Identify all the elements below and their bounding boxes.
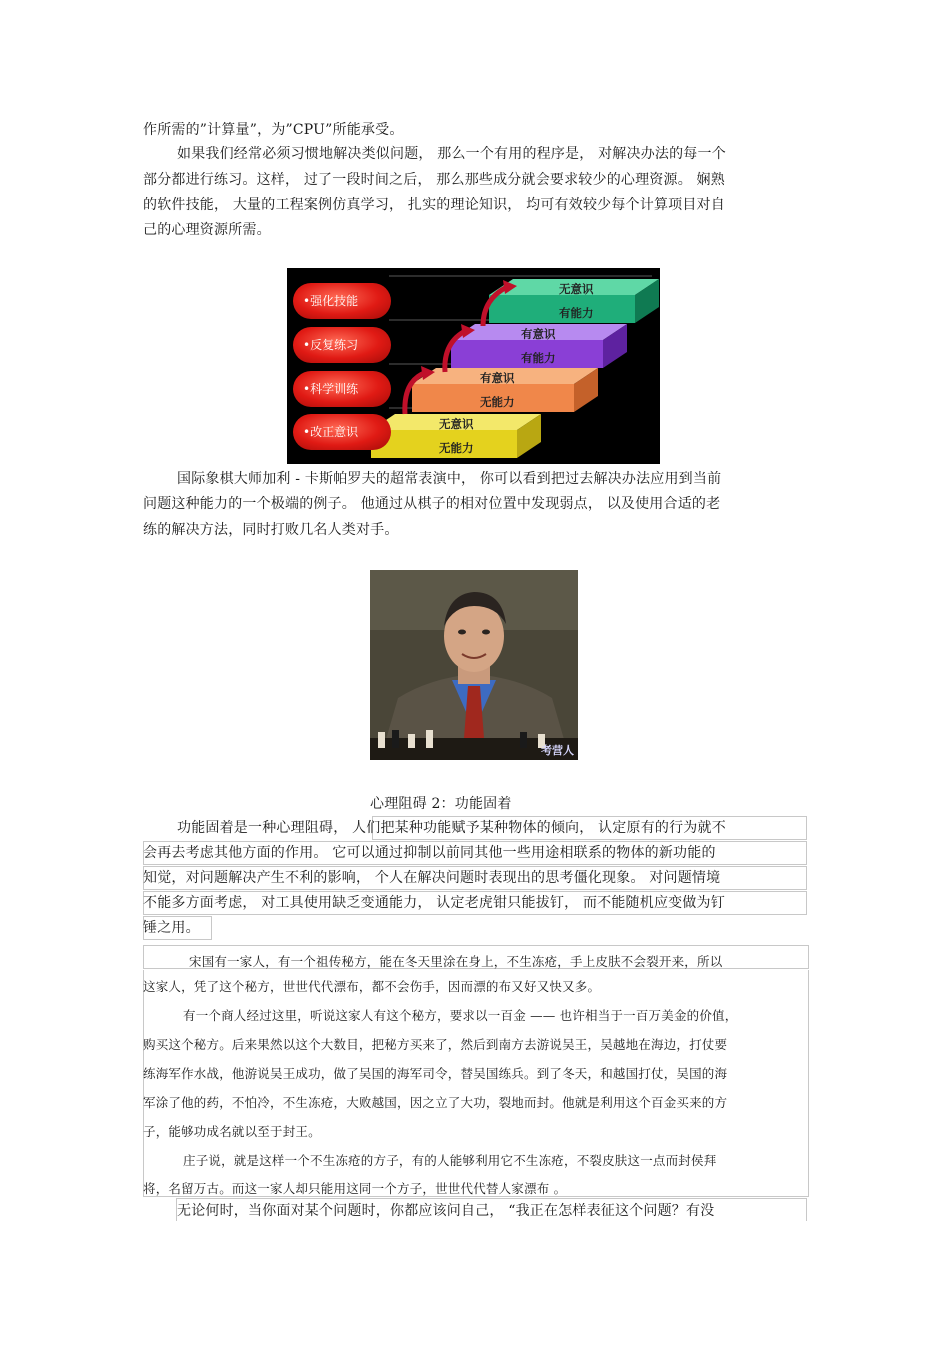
step-label: 有能力 bbox=[521, 351, 556, 365]
skill-pill: •强化技能 bbox=[293, 283, 391, 319]
story-line: 宋国有一家人，有一个祖传秘方，能在冬天里涂在身上，不生冻疮，手上皮肤不会裂开来，所以 bbox=[189, 954, 723, 969]
text-line: 不能多方面考虑， 对工具使用缺乏变通能力， 认定老虎钳只能拔钉， 而不能随机应变做为钉 bbox=[143, 895, 725, 911]
text-line: 无论何时，当你面对某个问题时，你都应该问自己， “我正在怎样表征这个问题？有没 bbox=[177, 1203, 715, 1219]
step-label: 有意识 bbox=[521, 327, 556, 341]
portrait-graphic bbox=[370, 570, 578, 760]
awareness-pill: •改正意识 bbox=[293, 414, 391, 450]
story-line: 购买这个秘方。后来果然以这个大数目，把秘方买来了，然后到南方去游说吴王，吴越地在海边，打仗要 bbox=[143, 1037, 728, 1052]
section-heading: 心理阻碍 2：功能固着 bbox=[370, 796, 512, 812]
story-line: 子，能够功成名就以至于封王。 bbox=[143, 1124, 321, 1139]
story-line: 这家人，凭了这个秘方，世世代代漂布，都不会伤手，因而漂的布又好又快又多。 bbox=[143, 979, 601, 994]
text-line: 作所需的”计算量”，为”CPU”所能承受。 bbox=[143, 122, 404, 138]
text-line: 练的解决方法，同时打败几名人类对手。 bbox=[143, 522, 399, 538]
step-label: 无意识 bbox=[559, 282, 594, 296]
portrait-photo bbox=[370, 570, 578, 760]
story-line: 将，名留万古。而这一家人却只能用这同一个方子，世世代代替人家漂布 。 bbox=[143, 1181, 567, 1196]
text-line: 部分都进行练习。这样， 过了一段时间之后， 那么那些成分就会要求较少的心理资源。 娴熟 bbox=[143, 172, 725, 188]
text-line: 知觉，对问题解决产生不利的影响， 个人在解决问题时表现出的思考僵化现象。 对问题情境 bbox=[143, 870, 721, 886]
step-label: 无能力 bbox=[480, 395, 515, 409]
practice-pill: •反复练习 bbox=[293, 327, 391, 363]
text-line: 己的心理资源所需。 bbox=[143, 222, 271, 238]
step-label: 有能力 bbox=[559, 306, 594, 320]
text-line: 会再去考虑其他方面的作用。 它可以通过抑制以前同其他一些用途相联系的物体的新功能的 bbox=[143, 845, 716, 861]
text-line: 功能固着是一种心理阻碍， 人们把某种功能赋予某种物体的倾向， 认定原有的行为就不 bbox=[177, 820, 726, 836]
watermark: 考营人 bbox=[541, 744, 574, 757]
text-line: 如果我们经常必须习惯地解决类似问题， 那么一个有用的程序是， 对解决办法的每一个 bbox=[177, 146, 726, 162]
step-label: 无能力 bbox=[439, 441, 474, 455]
training-pill: •科学训练 bbox=[293, 371, 391, 407]
text-line: 问题这种能力的一个极端的例子。 他通过从棋子的相对位置中发现弱点， 以及使用合适的老 bbox=[143, 496, 721, 512]
story-line: 练海军作水战，他游说吴王成功，做了吴国的海军司令，替吴国练兵。到了冬天，和越国打仗，吴国的海 bbox=[143, 1066, 728, 1081]
story-line: 军涂了他的药，不怕冷，不生冻疮，大败越国，因之立了大功，裂地而封。他就是利用这个百金买来的方 bbox=[143, 1095, 728, 1110]
text-line: 锤之用。 bbox=[143, 920, 200, 936]
step-label: 无意识 bbox=[439, 417, 474, 431]
step-label: 有意识 bbox=[480, 371, 515, 385]
competence-staircase-figure bbox=[287, 268, 660, 464]
story-line: 有一个商人经过这里，听说这家人有这个秘方，要求以一百金 —— 也许相当于一百万美金的价值， bbox=[183, 1008, 738, 1023]
text-line: 国际象棋大师加利 - 卡斯帕罗夫的超常表演中， 你可以看到把过去解决办法应用到当前 bbox=[177, 471, 722, 487]
story-line: 庄子说，就是这样一个不生冻疮的方子，有的人能够利用它不生冻疮，不裂皮肤这一点而封侯拜 bbox=[183, 1153, 717, 1168]
text-line: 的软件技能， 大量的工程案例仿真学习， 扎实的理论知识， 均可有效较少每个计算项目对自 bbox=[143, 197, 725, 213]
